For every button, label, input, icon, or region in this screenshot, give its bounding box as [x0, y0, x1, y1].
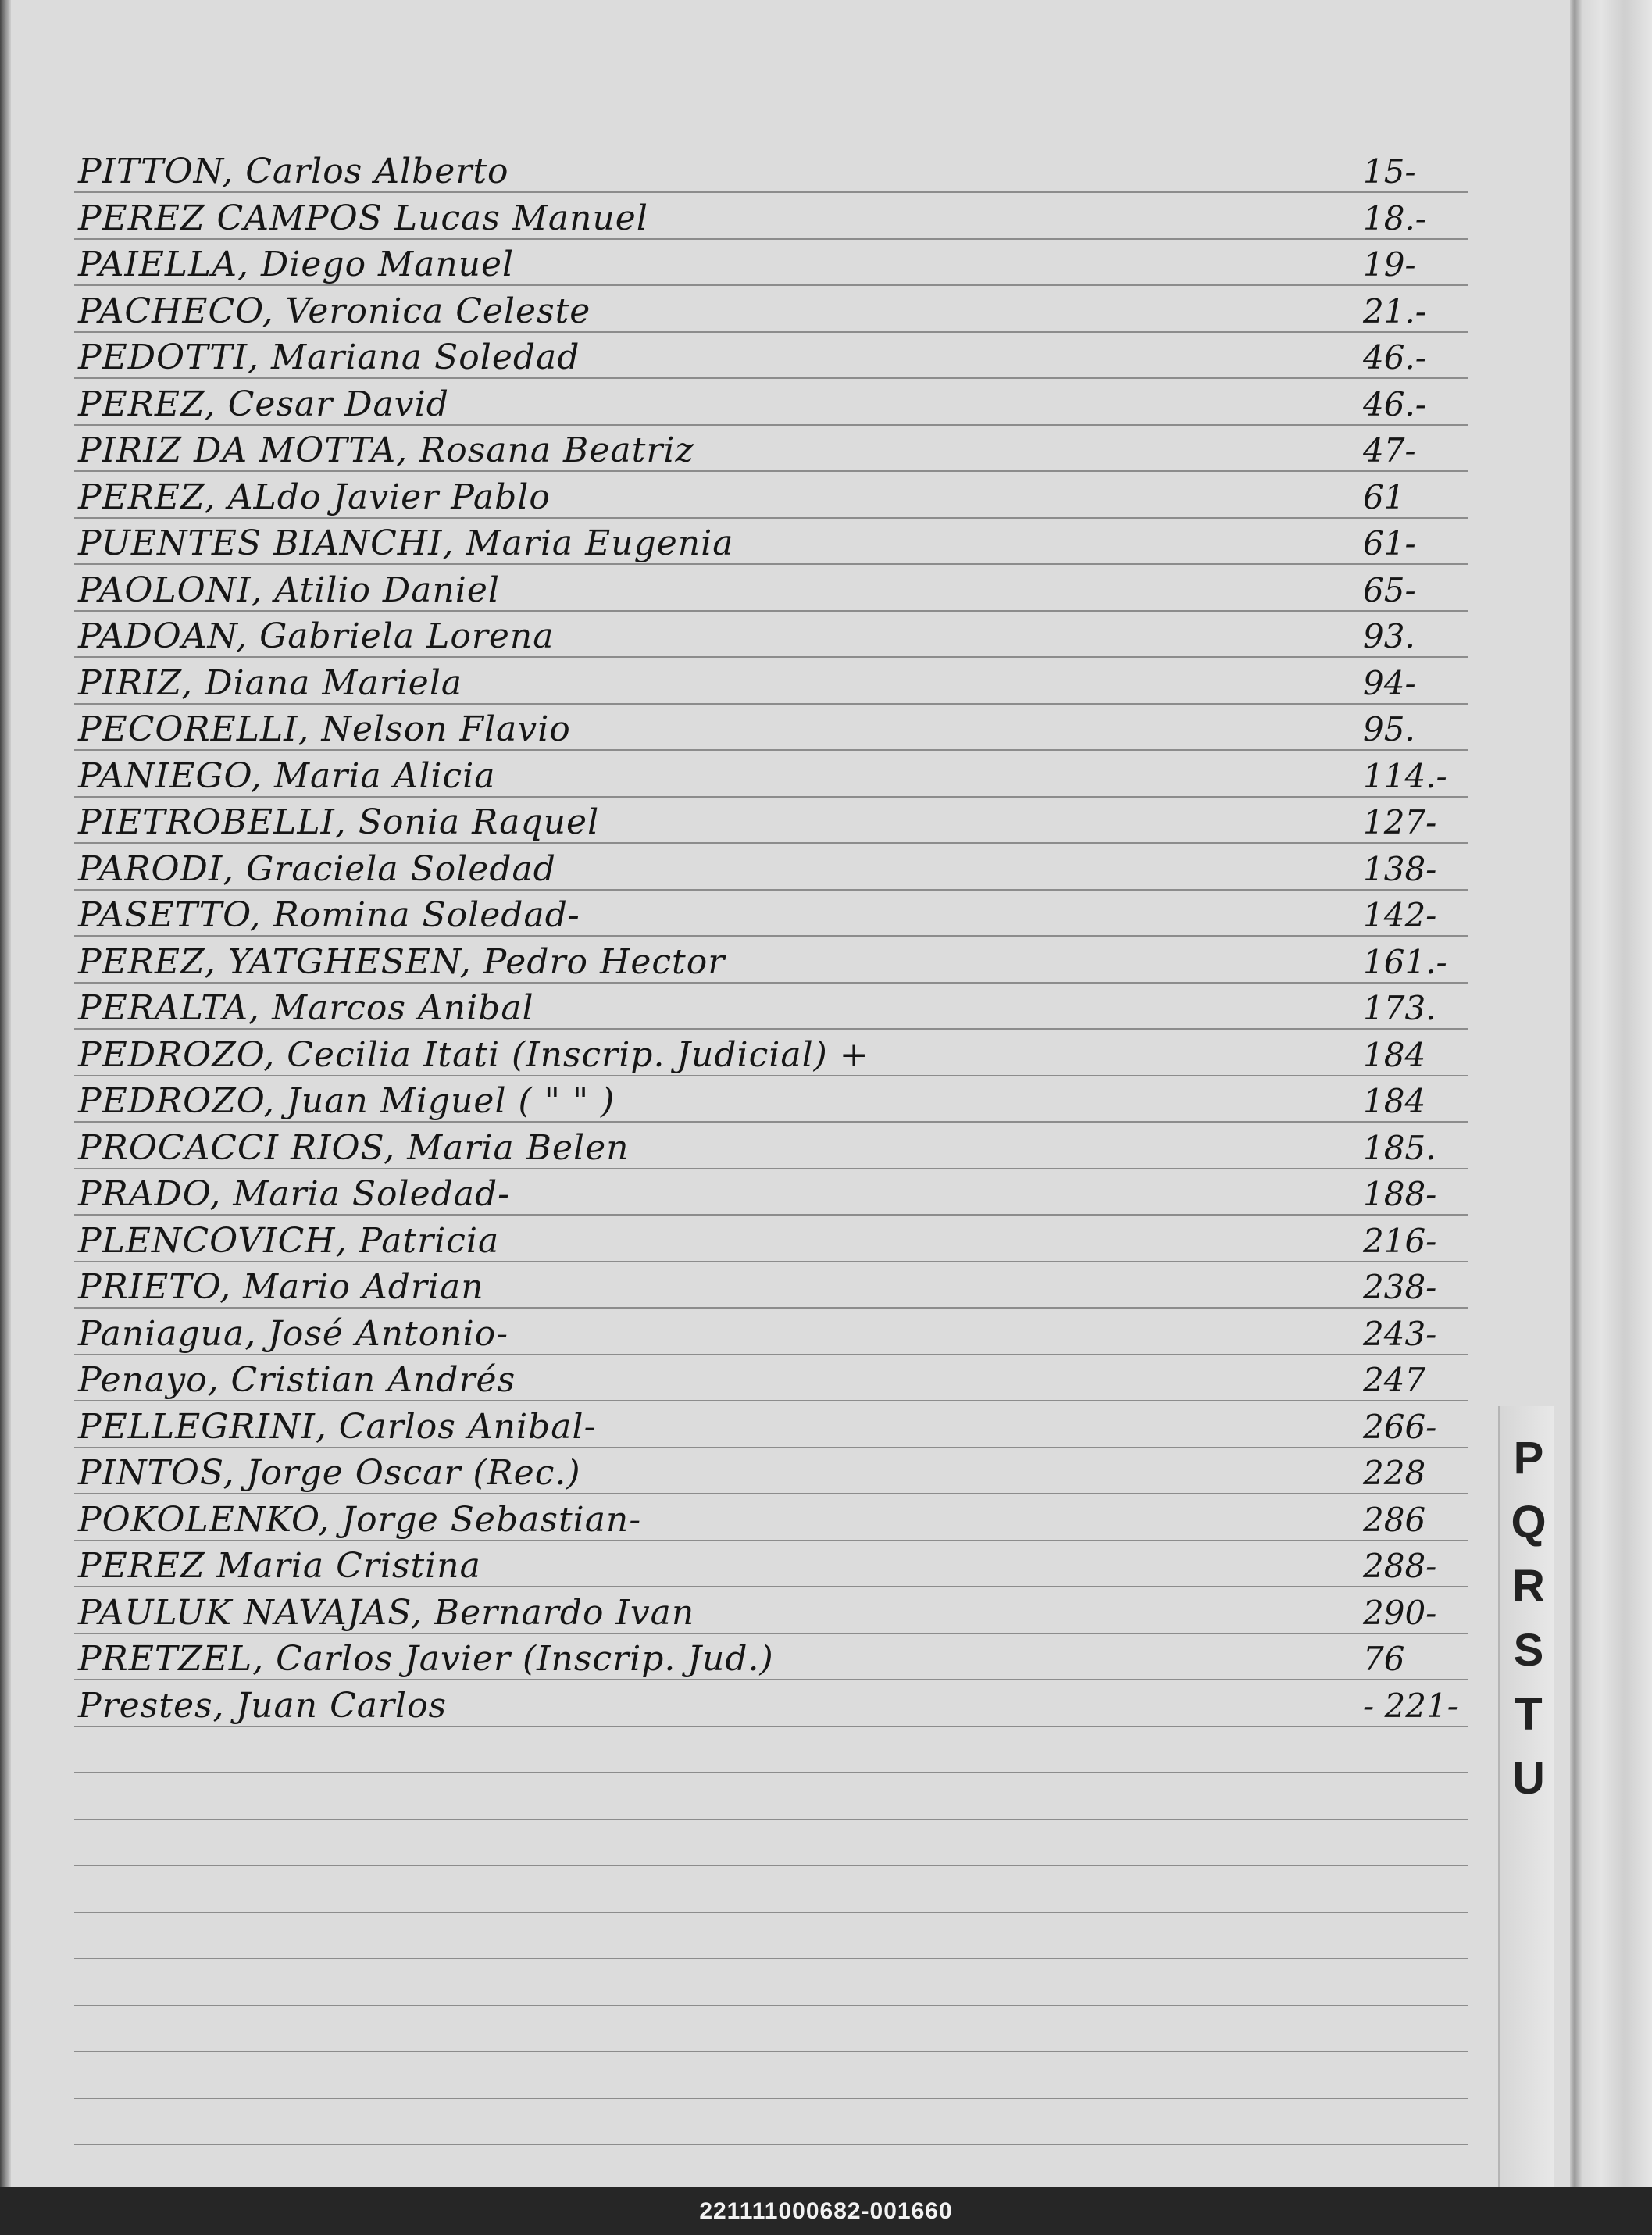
entry-page-number: 243- [1363, 1315, 1437, 1353]
entry-page-number: 61 [1363, 478, 1405, 516]
ruled-line [74, 1772, 1468, 1773]
entry-name: PANIEGO, Maria Alicia [78, 756, 496, 796]
index-tab-letter[interactable]: U [1512, 1753, 1545, 1804]
entry-page-number: - 221- [1363, 1687, 1458, 1725]
entry-page-number: 238- [1363, 1268, 1437, 1306]
entry-page-number: 188- [1363, 1175, 1437, 1213]
entry-name: PRADO, Maria Soledad- [78, 1174, 511, 1214]
ruled-line [74, 703, 1468, 705]
entry-name: PEREZ, ALdo Javier Pablo [78, 477, 551, 517]
ruled-line [74, 377, 1468, 379]
ruled-line [74, 1075, 1468, 1076]
ruled-line [74, 424, 1468, 426]
ruled-line [74, 1168, 1468, 1169]
entry-page-number: 93. [1363, 617, 1415, 655]
entry-page-number: 138- [1363, 850, 1437, 888]
entry-page-number: 142- [1363, 896, 1437, 934]
ruled-line [74, 889, 1468, 891]
index-tab-letter[interactable]: Q [1511, 1497, 1547, 1548]
ruled-line [74, 1912, 1468, 1913]
entry-page-number: 46.- [1363, 338, 1426, 377]
entry-name: PUENTES BIANCHI, Maria Eugenia [78, 523, 734, 563]
entry-name: Prestes, Juan Carlos [78, 1686, 448, 1726]
entry-page-number: 127- [1363, 803, 1437, 841]
entry-name: PARODI, Graciela Soledad [78, 849, 556, 889]
entry-name: PEDROZO, Cecilia Itati (Inscrip. Judicial) + [78, 1035, 869, 1075]
ruled-line [74, 1354, 1468, 1355]
entry-name: PEREZ CAMPOS Lucas Manuel [78, 198, 648, 238]
entry-name: PIRIZ DA MOTTA, Rosana Beatriz [78, 430, 694, 470]
ruled-line [74, 1865, 1468, 1866]
entry-name: PADOAN, Gabriela Lorena [78, 616, 555, 656]
ruled-line [74, 656, 1468, 658]
ruled-line [74, 2098, 1468, 2099]
entry-name: PEDOTTI, Mariana Soledad [78, 337, 580, 377]
entry-page-number: 184 [1363, 1036, 1426, 1074]
ruled-line [74, 2005, 1468, 2006]
ruled-line [74, 1540, 1468, 1541]
entry-name: PINTOS, Jorge Oscar (Rec.) [78, 1453, 581, 1493]
entry-page-number: 46.- [1363, 385, 1426, 423]
entry-name: PRETZEL, Carlos Javier (Inscrip. Jud.) [78, 1639, 774, 1679]
ruled-line [74, 1493, 1468, 1494]
entry-name: PITTON, Carlos Alberto [78, 152, 509, 191]
index-tab-letter[interactable]: P [1513, 1433, 1544, 1483]
index-tab-letter[interactable]: S [1513, 1625, 1544, 1676]
ruled-line [74, 1307, 1468, 1309]
ruled-line [74, 470, 1468, 472]
entry-page-number: 61- [1363, 524, 1416, 562]
ruled-line [74, 1586, 1468, 1587]
entry-page-number: 228 [1363, 1454, 1426, 1492]
ruled-line [74, 842, 1468, 844]
ruled-line [74, 1214, 1468, 1216]
ruled-line [74, 2051, 1468, 2052]
ruled-line [74, 1028, 1468, 1030]
ruled-line [74, 284, 1468, 286]
ruled-line [74, 331, 1468, 333]
ruled-line [74, 517, 1468, 519]
ruled-line [74, 2144, 1468, 2145]
entry-name: PEREZ, Cesar David [78, 384, 449, 424]
entry-name: PRIETO, Mario Adrian [78, 1267, 484, 1307]
entry-name: PEREZ, YATGHESEN, Pedro Hector [78, 942, 726, 982]
ruled-line [74, 1819, 1468, 1820]
entry-name: PACHECO, Veronica Celeste [78, 291, 591, 331]
ruled-line [74, 238, 1468, 240]
entry-name: Penayo, Cristian Andrés [78, 1360, 516, 1400]
entry-page-number: 288- [1363, 1547, 1437, 1585]
entry-page-number: 95. [1363, 710, 1415, 748]
entry-name: PEDROZO, Juan Miguel ( " " ) [78, 1081, 615, 1121]
ruled-line [74, 935, 1468, 937]
ruled-line [74, 563, 1468, 565]
ruled-line [74, 610, 1468, 612]
entry-name: PAIELLA, Diego Manuel [78, 245, 515, 284]
ruled-line [74, 1633, 1468, 1634]
entry-name: Paniagua, José Antonio- [78, 1314, 508, 1354]
page-binding-edge [1570, 0, 1652, 2187]
entry-name: PECORELLI, Nelson Flavio [78, 709, 571, 749]
ruled-line [74, 1958, 1468, 1959]
entry-page-number: 185. [1363, 1129, 1436, 1167]
entry-page-number: 47- [1363, 431, 1416, 469]
entry-name: POKOLENKO, Jorge Sebastian- [78, 1500, 642, 1540]
entry-page-number: 18.- [1363, 199, 1426, 237]
entry-page-number: 65- [1363, 571, 1416, 609]
entry-name: PELLEGRINI, Carlos Anibal- [78, 1407, 597, 1447]
ruled-line [74, 982, 1468, 984]
entry-name: PLENCOVICH, Patricia [78, 1221, 500, 1261]
ruled-line [74, 1121, 1468, 1123]
entry-page-number: 266- [1363, 1408, 1437, 1446]
entry-page-number: 173. [1363, 989, 1436, 1027]
ruled-line [74, 1447, 1468, 1448]
page-left-edge [0, 0, 11, 2187]
entry-page-number: 19- [1363, 245, 1416, 284]
entry-name: PAULUK NAVAJAS, Bernardo Ivan [78, 1593, 695, 1633]
entry-name: PASETTO, Romina Soledad- [78, 895, 580, 935]
entry-page-number: 247 [1363, 1361, 1426, 1399]
ruled-line [74, 1726, 1468, 1727]
document-id: 221111000682-001660 [699, 2198, 953, 2224]
entry-name: PIETROBELLI, Sonia Raquel [78, 802, 600, 842]
ruled-line [74, 1400, 1468, 1401]
entry-name: PROCACCI RIOS, Maria Belen [78, 1128, 630, 1168]
ruled-line [74, 191, 1468, 193]
ruled-line [74, 1679, 1468, 1680]
entry-page-number: 161.- [1363, 943, 1447, 981]
entry-page-number: 114.- [1363, 757, 1447, 795]
index-tab-letter[interactable]: R [1512, 1561, 1545, 1612]
entry-page-number: 290- [1363, 1594, 1437, 1632]
entry-page-number: 184 [1363, 1082, 1426, 1120]
entry-page-number: 15- [1363, 152, 1416, 191]
entry-name: PERALTA, Marcos Anibal [78, 988, 534, 1028]
entry-name: PEREZ Maria Cristina [78, 1546, 481, 1586]
ruled-line [74, 749, 1468, 751]
entry-page-number: 94- [1363, 664, 1416, 702]
ruled-line [74, 796, 1468, 798]
entry-page-number: 216- [1363, 1222, 1437, 1260]
index-tab-letter[interactable]: T [1515, 1689, 1543, 1740]
entry-name: PIRIZ, Diana Mariela [78, 663, 463, 703]
ruled-line [74, 1261, 1468, 1262]
entry-page-number: 76 [1363, 1640, 1405, 1678]
entry-page-number: 21.- [1363, 292, 1426, 330]
entry-name: PAOLONI, Atilio Daniel [78, 570, 500, 610]
entry-page-number: 286 [1363, 1501, 1426, 1539]
footer-bar [0, 2187, 1652, 2235]
